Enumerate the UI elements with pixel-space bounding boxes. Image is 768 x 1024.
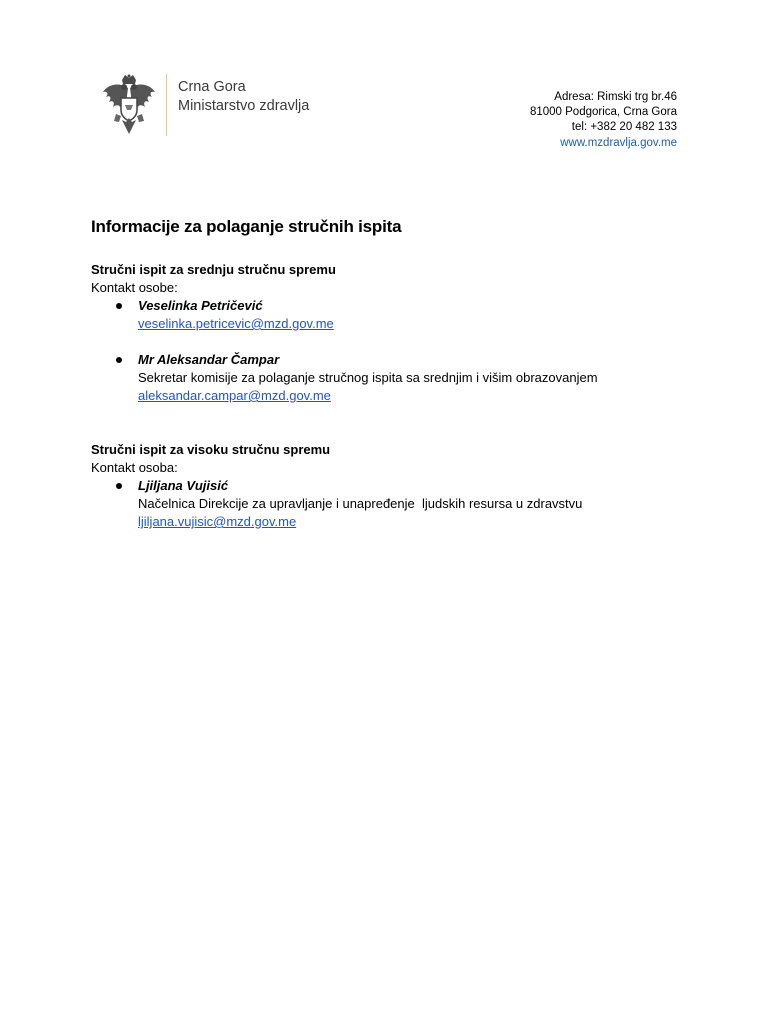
- contact-item: [91, 477, 582, 531]
- contact-name: Mr Aleksandar Čampar: [138, 352, 280, 367]
- coat-of-arms-icon: [100, 74, 158, 136]
- bullet-icon: [116, 483, 122, 489]
- bullet-icon: [116, 357, 122, 363]
- section-heading: Stručni ispit za visoku stručnu spremu: [91, 442, 331, 457]
- address-phone: tel: +382 20 482 133: [571, 121, 677, 134]
- org-line-country: Crna Gora: [178, 79, 246, 95]
- contact-name: Veselinka Petričević: [138, 298, 263, 313]
- address-city: 81000 Podgorica, Crna Gora: [529, 106, 677, 119]
- bullet-icon: [116, 303, 122, 309]
- contact-name: Ljiljana Vujisić: [138, 478, 229, 493]
- section-heading: Stručni ispit za srednju stručnu spremu: [91, 262, 336, 277]
- address-block: [530, 90, 677, 151]
- org-line-ministry: Ministarstvo zdravlja: [178, 98, 310, 114]
- contact-email-link[interactable]: ljiljana.vujisic@mzd.gov.me: [138, 514, 297, 529]
- organization-name: [178, 78, 309, 116]
- contact-role: Načelnica Direkcije za upravljanje i unapređenje ljudskih resursa u zdravstvu: [138, 496, 583, 511]
- section-higher-education: [91, 441, 582, 531]
- contact-email-link[interactable]: veselinka.petricevic@mzd.gov.me: [138, 316, 334, 331]
- section-secondary-education: [91, 261, 598, 405]
- page-title: Informacije za polaganje stručnih ispita: [91, 217, 402, 236]
- contact-role: Sekretar komisije za polaganje stručnog ispita sa srednjim i višim obrazovanjem: [138, 370, 598, 385]
- website-link[interactable]: www.mzdravlja.gov.me: [560, 136, 677, 149]
- contact-email-link[interactable]: aleksandar.campar@mzd.gov.me: [138, 388, 331, 403]
- logo-divider: [166, 74, 167, 136]
- contact-item: [91, 297, 598, 333]
- address-street: Adresa: Rimski trg br.46: [554, 91, 677, 103]
- contact-label: Kontakt osoba:: [91, 460, 178, 475]
- contact-label: Kontakt osobe:: [91, 280, 178, 295]
- contact-item: [91, 351, 598, 405]
